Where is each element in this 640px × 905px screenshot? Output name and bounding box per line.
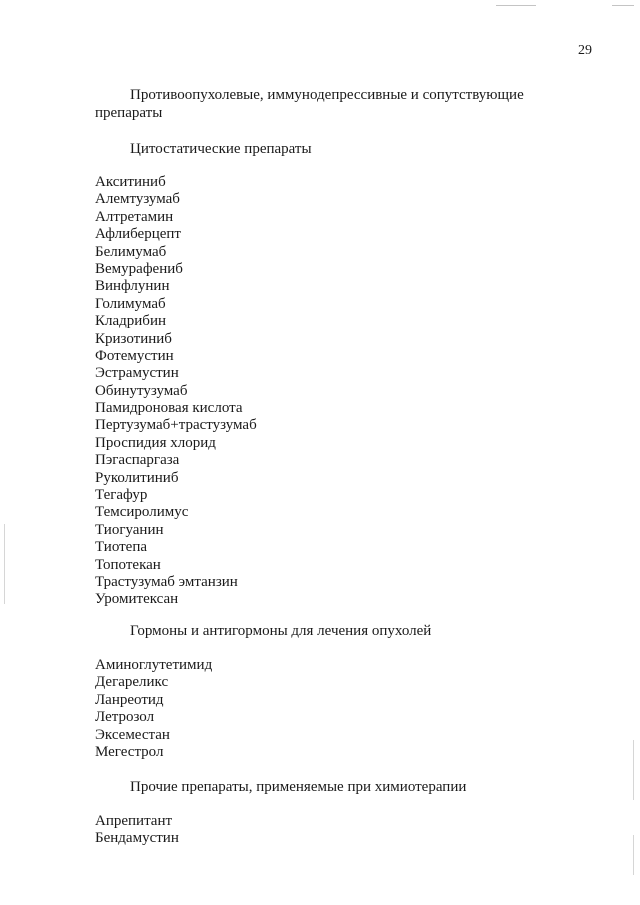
list-item: Кладрибин [95,313,166,330]
list-item: Алтретамин [95,208,174,225]
list-item: Тегафур [95,487,148,504]
document-title: Противоопухолевые, иммунодепрессивные и сопутствующие препараты [95,87,524,121]
list-item: Фотемустин [95,347,174,364]
list-item: Вемурафениб [95,260,183,277]
list-item: Тиогуанин [95,521,164,538]
section-heading-other: Прочие препараты, применяемые при химиотерапии [130,779,467,795]
list-item: Акситиниб [95,174,166,190]
section-heading-hormones: Гормоны и антигормоны для лечения опухолей [130,623,432,639]
hormone-drug-list [95,657,212,761]
list-item: Эстрамустин [95,365,179,382]
list-item: Памидроновая кислота [95,400,243,417]
list-item: Ланреотид [95,691,164,708]
list-item: Трастузумаб эмтанзин [95,573,238,590]
list-item: Летрозол [95,709,155,726]
list-item: Топотекан [95,556,161,573]
scan-artifact [4,524,5,604]
scan-artifact [612,5,634,6]
list-item: Темсиролимус [95,504,189,521]
other-drug-list [95,813,179,848]
section-heading-cytostatic: Цитостатические препараты [130,141,312,157]
list-item: Апрепитант [95,813,173,829]
list-item: Пертузумаб+трастузумаб [95,417,257,434]
list-item: Эксеместан [95,726,170,743]
list-item: Пэгаспаргаза [95,452,180,469]
list-item: Тиотепа [95,539,148,556]
list-item: Алемтузумаб [95,191,180,208]
list-item: Винфлунин [95,278,170,295]
list-item: Аминоглутетимид [95,657,213,673]
page-number: 29 [578,43,592,58]
scan-artifact [633,835,634,875]
list-item: Уромитексан [95,591,179,608]
list-item: Кризотиниб [95,330,172,347]
list-item: Руколитиниб [95,469,179,486]
list-item: Голимумаб [95,295,166,312]
scan-artifact [633,740,634,800]
list-item: Проспидия хлорид [95,434,216,451]
list-item: Бендамустин [95,830,179,847]
scan-artifact [496,5,536,6]
list-item: Дегареликс [95,674,169,691]
cytostatic-drug-list [95,174,257,609]
list-item: Обинутузумаб [95,382,188,399]
list-item: Белимумаб [95,243,167,260]
list-item: Мегестрол [95,743,164,760]
list-item: Афлиберцепт [95,226,181,243]
